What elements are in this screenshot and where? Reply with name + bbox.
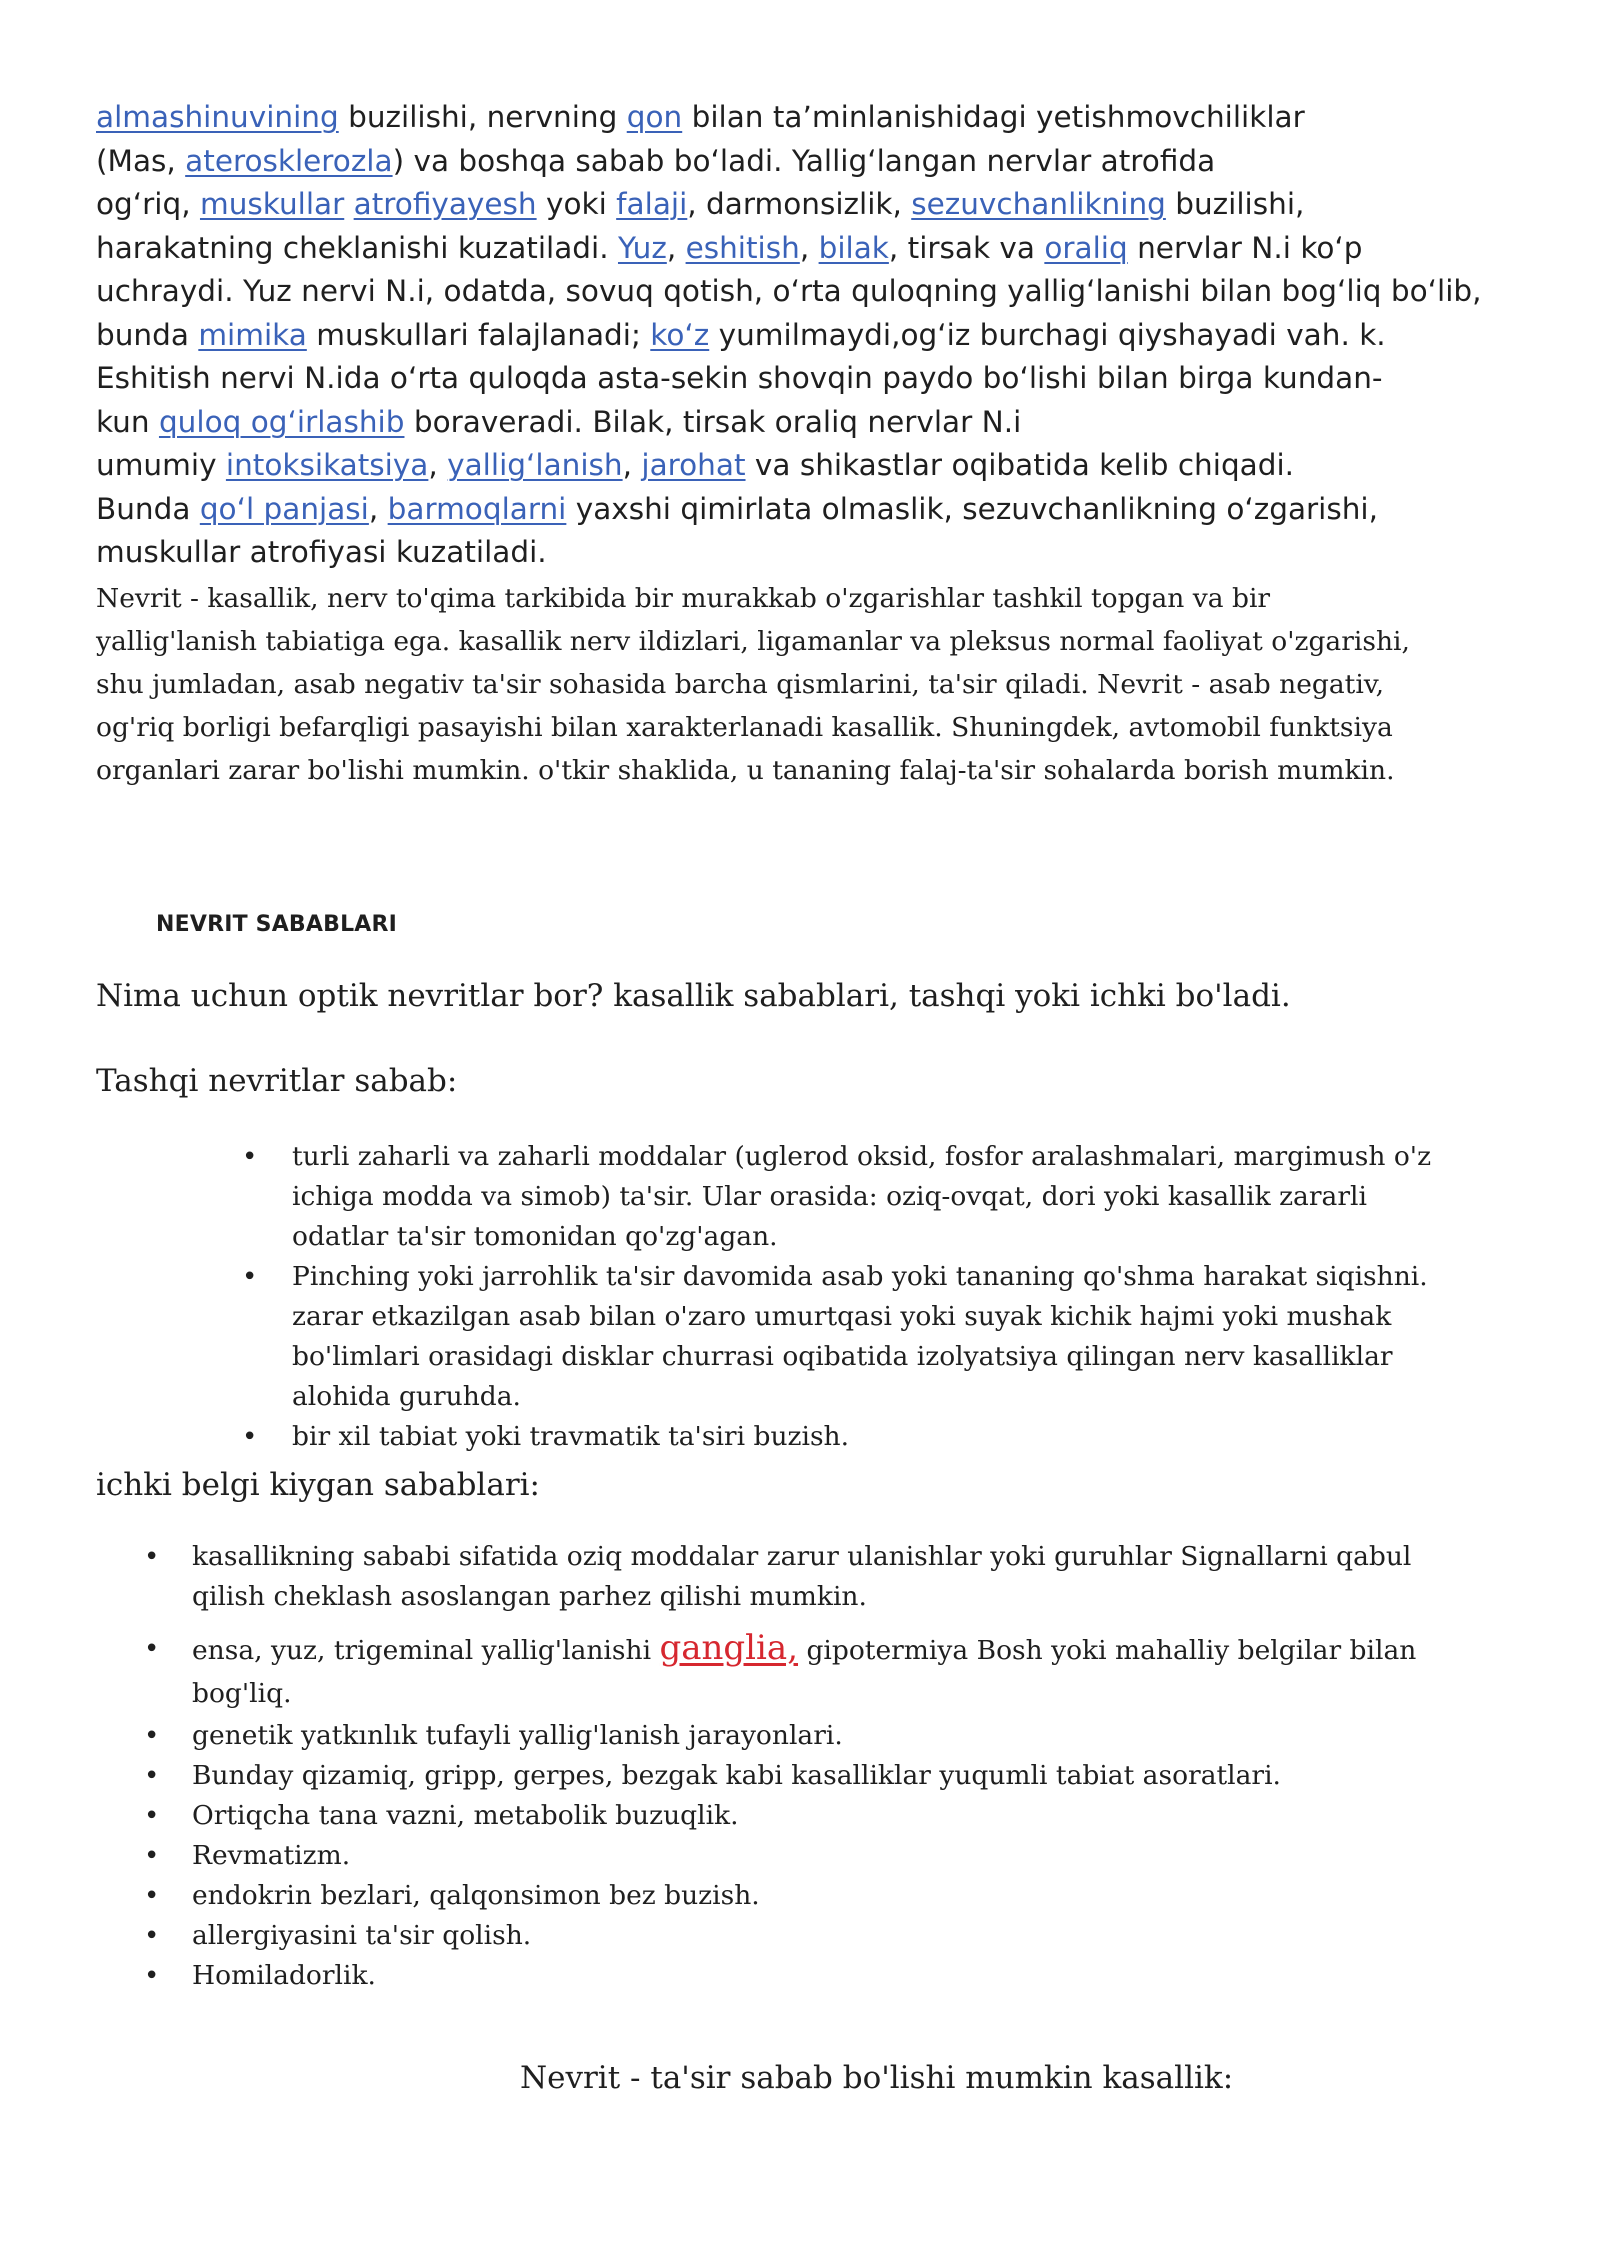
text-line (96, 227, 1516, 271)
text-run: , tirsak va (888, 230, 1045, 265)
text-line: alohida guruhda. (292, 1381, 521, 1412)
text-run: kun (96, 404, 159, 439)
link-barmoqlarni[interactable]: barmoqlarni (387, 491, 567, 526)
list-item (144, 1956, 1416, 1996)
text-line (96, 270, 1516, 314)
text-run: Bunda (96, 491, 200, 526)
text-run: boraveradi. Bilak, tirsak oraliq nervlar N.i (404, 404, 1022, 439)
text-run: , darmonsizlik, (687, 187, 912, 221)
text-line (96, 183, 1516, 227)
external-causes-list (242, 1137, 1432, 1457)
list-item (144, 1916, 1416, 1956)
text-line (96, 314, 1516, 358)
bullet-icon: • (144, 1881, 160, 1911)
text-line: ichiga modda va simob) ta'sir. Ular orasida: oziq-ovqat, dori yoki kasallik zararli (292, 1181, 1367, 1212)
text-line (96, 96, 1516, 140)
link-eshitish[interactable]: eshitish (685, 230, 800, 265)
list-item (144, 1537, 1416, 1617)
text-run: nervlar N.i ko‘p (1127, 230, 1363, 265)
text-line: og'riq borligi befarqligi pasayishi bilan xarakterlanadi kasallik. Shuningdek, avtomobil funktsiya (96, 712, 1393, 743)
link-aterosklerozla[interactable]: aterosklerozla (185, 143, 393, 178)
link-intoksikatsiya[interactable]: intoksikatsiya (225, 448, 429, 482)
text-run: uchraydi. Yuz nervi N.i, odatda, sovuq qotish, o‘rta quloqning yallig‘lanishi bilan bog‘liq bo‘lib, (96, 274, 1482, 308)
text-line: zarar etkazilgan asab bilan o'zaro umurtqasi yoki suyak kichik hajmi yoki mushak (292, 1301, 1392, 1332)
list-item-text (192, 1537, 1416, 1617)
text-line (192, 1625, 1416, 1674)
text-run: yumilmaydi,og‘iz burchagi qiyshayadi vah. k. (709, 317, 1386, 352)
link-mimika[interactable]: mimika (198, 317, 307, 352)
text-run: harakatning cheklanishi kuzatiladi. (96, 230, 618, 265)
nevrit-definition-paragraph (96, 577, 1536, 792)
text-line: shu jumladan, asab negativ ta'sir sohasida barcha qismlarini, ta'sir qiladi. Nevrit - asab negativ, (96, 669, 1385, 700)
list-item-text (292, 1137, 1431, 1257)
section-heading: NEVRIT SABABLARI (156, 912, 398, 937)
list-item (144, 1876, 1416, 1916)
link-quloq-ogirlashib[interactable]: quloq og‘irlashib (158, 404, 405, 439)
text-line: organlari zarar bo'lishi mumkin. o'tkir shaklida, u tananing falaj-ta'sir sohalarda borish mumkin. (96, 755, 1395, 786)
bullet-icon: • (242, 1262, 258, 1292)
text-run: va shikastlar oqibatida kelib chiqadi. (745, 448, 1295, 482)
link-almashinuvining[interactable]: almashinuvining (96, 100, 339, 134)
link-yalliglanish[interactable]: yallig‘lanish (447, 448, 623, 482)
list-item-text (192, 1625, 1416, 1714)
bullet-icon: • (144, 1801, 160, 1831)
bullet-icon: • (242, 1142, 258, 1172)
link-sezuvchanlikning[interactable]: sezuvchanlikning (911, 187, 1166, 221)
bullet-icon: • (144, 1542, 160, 1572)
link-falaji[interactable]: falaji (616, 187, 688, 221)
text-line (96, 401, 1516, 445)
text-line: bir xil tabiat yoki travmatik ta'siri buzish. (292, 1421, 850, 1452)
text-run: yaxshi qimirlata olmaslik, sezuvchanlikning o‘zgarishi, (566, 491, 1378, 526)
list-item (144, 1796, 1416, 1836)
link-jarohat[interactable]: jarohat (641, 448, 746, 482)
text-run: ensa, yuz, trigeminal yallig'lanishi (192, 1635, 660, 1666)
text-run: umumiy (96, 448, 226, 482)
internal-causes-heading: ichki belgi kiygan sabablari: (96, 1467, 541, 1503)
intro-question: Nima uchun optik nevritlar bor? kasallik sabablari, tashqi yoki ichki bo'ladi. (96, 978, 1291, 1014)
closing-heading: Nevrit - ta'sir sabab bo'lishi mumkin kasallik: (520, 2060, 1234, 2096)
text-run: muskullar atrofiyasi kuzatiladi. (96, 535, 547, 569)
link-ganglia[interactable]: ganglia, (659, 1628, 799, 1668)
text-line: yallig'lanish tabiatiga ega. kasallik nerv ildizlari, ligamanlar va pleksus normal faoliyat o'zgarishi, (96, 626, 1410, 657)
text-line (96, 357, 1516, 401)
link-muskullar[interactable]: muskullar (199, 187, 345, 221)
text-line: Nevrit - kasallik, nerv to'qima tarkibida bir murakkab o'zgarishlar tashkil topgan va bir (96, 583, 1271, 614)
text-line (96, 531, 1516, 575)
list-item-text: Homiladorlik. (192, 1960, 376, 1991)
list-item-text: Bunday qizamiq, gripp, gerpes, bezgak kabi kasalliklar yuqumli tabiat asoratlari. (192, 1760, 1281, 1791)
text-run: bilan ta’minlanishidagi yetishmovchiliklar (682, 100, 1305, 134)
text-run: buzilishi, nervning (338, 100, 627, 134)
text-line: odatlar ta'sir tomonidan qo'zg'agan. (292, 1221, 778, 1252)
text-line (96, 488, 1516, 532)
bullet-icon: • (144, 1961, 160, 1991)
list-item (242, 1417, 1431, 1457)
link-qon[interactable]: qon (626, 100, 683, 134)
link-bilak[interactable]: bilak (818, 230, 889, 265)
text-run: og‘riq, (96, 187, 200, 221)
list-item-text: allergiyasini ta'sir qolish. (192, 1920, 532, 1951)
text-run: bunda (96, 317, 199, 352)
text-run: Eshitish nervi N.ida o‘rta quloqda asta-sekin shovqin paydo bo‘lishi bilan birga kundan- (96, 361, 1383, 395)
bullet-icon: • (144, 1841, 160, 1871)
text-line (96, 444, 1516, 488)
text-line (96, 140, 1516, 184)
text-run: yoki (536, 187, 617, 221)
text-run: muskullari falajlanadi; (306, 317, 651, 352)
list-item-text (292, 1257, 1431, 1417)
link-koz[interactable]: ko‘z (650, 317, 710, 352)
list-item-text (292, 1417, 1431, 1457)
text-line: qilish cheklash asoslangan parhez qilishi mumkin. (192, 1581, 867, 1612)
list-item (242, 1137, 1432, 1257)
link-qol-panjasi[interactable]: qo‘l panjasi (199, 491, 369, 526)
text-line: bog'liq. (192, 1678, 292, 1709)
text-run: , (428, 448, 448, 482)
text-run: , (622, 448, 642, 482)
list-item (144, 1756, 1416, 1796)
text-run (344, 187, 353, 221)
text-run: , (666, 230, 686, 265)
bullet-icon: • (144, 1634, 160, 1664)
list-item (242, 1257, 1431, 1417)
bullet-icon: • (144, 1721, 160, 1751)
list-item (144, 1716, 1416, 1756)
list-item-text: genetik yatkınlık tufayli yallig'lanish jarayonlari. (192, 1720, 843, 1751)
external-causes-heading: Tashqi nevritlar sabab: (96, 1063, 458, 1099)
list-item (144, 1836, 1416, 1876)
list-item-text: Ortiqcha tana vazni, metabolik buzuqlik. (192, 1800, 739, 1831)
link-atrofiyayesh[interactable]: atrofiyayesh (353, 187, 537, 221)
text-run: (Mas, (96, 143, 186, 178)
text-run: buzilishi, (1165, 187, 1305, 221)
link-oraliq[interactable]: oraliq (1044, 230, 1128, 265)
internal-causes-list (144, 1537, 1417, 1996)
bullet-icon: • (144, 1921, 160, 1951)
link-yuz[interactable]: Yuz (617, 230, 667, 265)
list-item (144, 1625, 1417, 1714)
bullet-icon: • (242, 1422, 258, 1452)
intro-paragraph (96, 96, 1516, 575)
text-line: bo'limlari orasidagi disklar churrasi oqibatida izolyatsiya qilingan nerv kasalliklar (292, 1341, 1393, 1372)
text-run: gipotermiya Bosh yoki mahalliy belgilar bilan (798, 1635, 1417, 1666)
text-run: ) va boshqa sabab bo‘ladi. Yallig‘langan nervlar atrofida (392, 143, 1216, 178)
text-run: , (368, 491, 388, 526)
text-line: kasallikning sababi sifatida oziq moddalar zarur ulanishlar yoki guruhlar Signallarni qabul (192, 1541, 1412, 1572)
text-run: , (799, 230, 819, 265)
list-item-text: endokrin bezlari, qalqonsimon bez buzish. (192, 1880, 760, 1911)
bullet-icon: • (144, 1761, 160, 1791)
list-item-text: Revmatizm. (192, 1840, 351, 1871)
text-line: Pinching yoki jarrohlik ta'sir davomida asab yoki tananing qo'shma harakat siqishni. (292, 1261, 1428, 1292)
text-line: turli zaharli va zaharli moddalar (uglerod oksid, fosfor aralashmalari, margimush o'z (292, 1141, 1432, 1172)
